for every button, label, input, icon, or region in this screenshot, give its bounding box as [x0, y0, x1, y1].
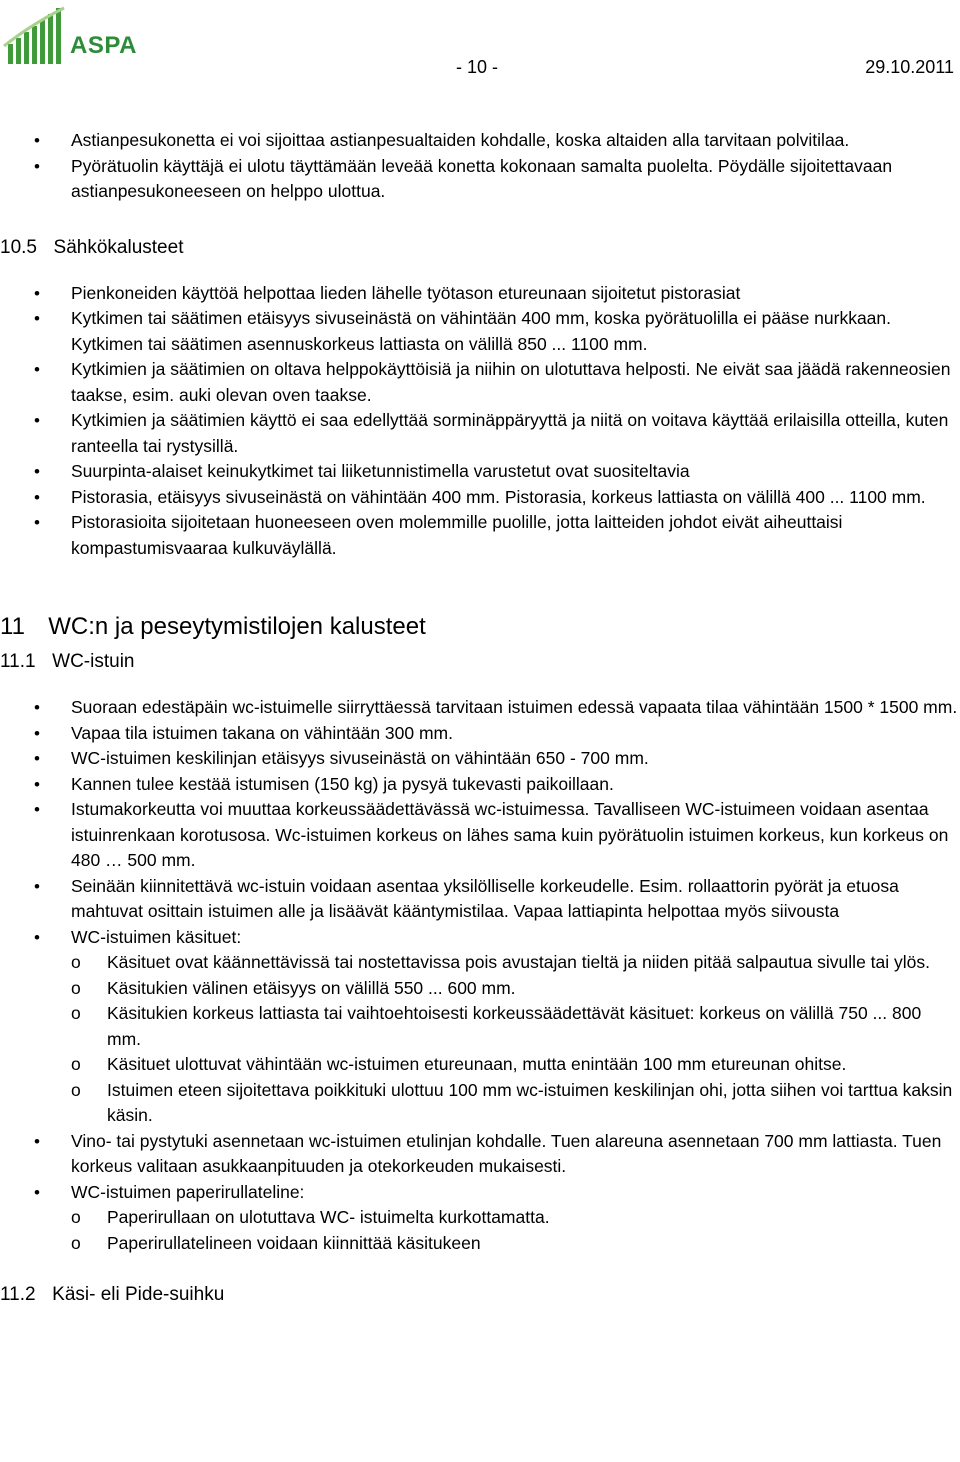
section-number: 11.2	[0, 1284, 36, 1305]
list-item: • Pistorasioita sijoitetaan huoneeseen oven molemmille puolille, jotta laitteiden johdot eivät aiheuttaisi kompastumisvaaraa kulkuväylällä.	[0, 510, 960, 561]
list-item: • Vapaa tila istuimen takana on vähintään 300 mm.	[0, 721, 960, 747]
section-heading-11-1	[0, 649, 960, 675]
list-item: • Suurpinta-alaiset keinukytkimet tai liiketunnistimella varustetut ovat suositeltavia	[0, 459, 960, 485]
list-item: • Suoraan edestäpäin wc-istuimelle siirryttäessä tarvitaan istuimen edessä vapaata tilaa vähintään 1500 * 1500 mm.	[0, 695, 960, 721]
list-item: • Vino- tai pystytuki asennetaan wc-istuimen etulinjan kohdalle. Tuen alareuna asennetaan 700 mm lattiasta. Tuen korkeus valitaan asukkaanpituuden ja otekorkeuden mukaisesti.	[0, 1129, 960, 1180]
list-item: • Kytkimien ja säätimien käyttö ei saa edellyttää sorminäppäryyttä ja niitä on voitava käyttää erilaisilla otteilla, kuten ranteella tai rystysillä.	[0, 408, 960, 459]
section-heading-11	[0, 611, 960, 643]
page-date: 29.10.2011	[865, 57, 954, 77]
section-number: 11.1	[0, 651, 36, 672]
section-heading-11-2	[0, 1282, 960, 1308]
section-heading-10-5	[0, 235, 960, 261]
list-item: • Astianpesukonetta ei voi sijoittaa astianpesualtaiden kohdalle, koska altaiden alla tarvitaan polvitilaa.	[0, 128, 960, 154]
intro-list	[0, 128, 960, 205]
electrical-list	[0, 281, 960, 562]
list-item: • WC-istuimen keskilinjan etäisyys sivuseinästä on vähintään 650 - 700 mm.	[0, 746, 960, 772]
list-item: • Pyörätuolin käyttäjä ei ulotu täyttämään leveää konetta kokonaan samalta puolelta. Pöydälle sijoitettavaan astianpesukoneeseen on helppo ulottua.	[0, 154, 960, 205]
section-title: Käsi- eli Pide-suihku	[52, 1284, 225, 1305]
paper-heading: WC-istuimen paperirullateline:	[71, 1181, 305, 1202]
page-header	[0, 0, 960, 80]
handles-heading: WC-istuimen käsituet:	[71, 926, 242, 947]
list-item: • Pienkoneiden käyttöä helpottaa lieden lähelle työtason etureunaan sijoitetut pistorasiat	[0, 281, 960, 307]
list-item: • Kytkimen tai säätimen etäisyys sivuseinästä on vähintään 400 mm, koska pyörätuolilla ei pääse nurkkaan. Kytkimen tai säätimen asennuskorkeus lattiasta on välillä 850 ... 1100 mm.	[0, 306, 960, 357]
list-item	[0, 1180, 960, 1257]
section-number: 10.5	[0, 236, 37, 258]
logo-text: ASPA	[70, 32, 137, 59]
list-item: • Kannen tulee kestää istumisen (150 kg) ja pysyä tukevasti paikoillaan.	[0, 772, 960, 798]
paper-sublist	[71, 1205, 960, 1256]
page-number: - 10 -	[456, 57, 499, 77]
sublist-item: o Käsitukien välinen etäisyys on välillä 550 ... 600 mm.	[0, 976, 960, 1002]
list-item	[0, 925, 960, 1129]
section-number: 11	[0, 613, 25, 640]
sublist-item: o Käsituet ovat käännettävissä tai nostettavissa pois avustajan tieltä ja niiden pitää salpautua sivulle tai ylös.	[0, 950, 960, 976]
sublist-item: o Käsituet ulottuvat vähintään wc-istuimen etureunaan, mutta enintään 100 mm etureunan ohitse.	[0, 1052, 960, 1078]
handles-sublist	[71, 950, 960, 1129]
sublist-item: o Paperirullatelineen voidaan kiinnittää käsitukeen	[0, 1231, 960, 1257]
list-item: • Pistorasia, etäisyys sivuseinästä on vähintään 400 mm. Pistorasia, korkeus lattiasta on välillä 400 ... 1100 mm.	[0, 485, 960, 511]
section-title: Sähkökalusteet	[53, 236, 184, 258]
wc-list	[0, 695, 960, 1256]
list-item: • Seinään kiinnitettävä wc-istuin voidaan asentaa yksilölliselle korkeudelle. Esim. rollaattorin pyörät ja etuosa mahtuvat osittain istuimen alle ja lisäävät kääntymistilaa. Vapaa lattiapinta helpottaa myös siivousta	[0, 874, 960, 925]
list-item: • Kytkimien ja säätimien on oltava helppokäyttöisiä ja niihin on ulotuttava helposti. Ne eivät saa jäädä rakenneosien taakse, esim. auki olevan oven taakse.	[0, 357, 960, 408]
sublist-item: o Käsitukien korkeus lattiasta tai vaihtoehtoisesti korkeussäädettävät käsituet: korkeus on välillä 750 ... 800 mm.	[0, 1001, 960, 1052]
sublist-item: o Istuimen eteen sijoitettava poikkituki ulottuu 100 mm wc-istuimen keskilinjan ohi, jotta siihen voi tarttua kaksin käsin.	[0, 1078, 960, 1129]
document-body	[0, 128, 960, 1308]
sublist-item: o Paperirullaan on ulotuttava WC- istuimelta kurkottamatta.	[0, 1205, 960, 1231]
section-title: WC:n ja peseytymistilojen kalusteet	[48, 613, 426, 640]
section-title: WC-istuin	[52, 651, 135, 672]
list-item: • Istumakorkeutta voi muuttaa korkeussäädettävässä wc-istuimessa. Tavalliseen WC-istuimeen voidaan asentaa istuinrenkaan korotusosa. Wc-istuimen korkeus on lähes sama kuin pyörätuolin istuimen korkeus, kun korkeus on 480 … 500 mm.	[0, 797, 960, 874]
